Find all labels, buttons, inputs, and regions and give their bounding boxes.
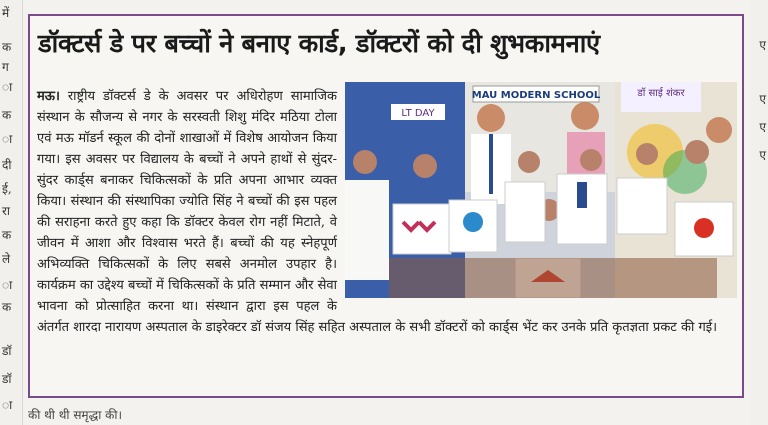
adjacent-column-left	[0, 0, 23, 425]
next-article-fragment: की थी थी समृद्धा की।	[28, 408, 122, 422]
margin-fragment: ा	[2, 132, 13, 146]
margin-fragment: ए	[759, 148, 766, 162]
margin-fragment: ा	[2, 398, 13, 412]
margin-fragment: ग	[2, 60, 9, 74]
margin-fragment: ए	[759, 120, 766, 134]
banner-text: MAU MODERN SCHOOL	[471, 90, 601, 101]
poster-text: डॉ साई शंकर	[637, 88, 685, 99]
children-with-cards-photo	[345, 82, 737, 298]
margin-fragment: दी	[2, 158, 12, 172]
article-headline: डॉक्टर्स डे पर बच्चों ने बनाए कार्ड, डॉक्टरों को दी शुभकामनाएं	[38, 29, 600, 59]
margin-fragment: क	[2, 40, 12, 54]
sign-text: LT DAY	[401, 108, 435, 119]
margin-fragment: ई,	[2, 182, 12, 196]
margin-fragment: क	[2, 228, 12, 242]
margin-fragment: ले	[2, 252, 11, 266]
article-text: राष्ट्रीय डॉक्टर्स डे के अवसर पर अधिरोहण सामाजिक संस्थान के सौजन्य से नगर के सरस्वती शिशु मंदिर मठिया टोला एवं मऊ मॉडर्न स्कूल की दोनों शाखाओं में विशेष आयोजन किया गया। इस अवसर पर विद्यालय के बच्चों ने अपने हाथों से सुंदर-सुंदर कार्ड्स बनाकर चिकित्सकों के प्रति अपना आभार व्यक्त किया। संस्थान की संस्थापिका ज्योति सिंह ने बच्चों की इस पहल की सराहना करते हुए कहा कि डॉक्टर केवल रोग नहीं मिटाते, वे जीवन में आशा और विश्वास भरते हैं। बच्चों की यह स्नेहपूर्ण अभिव्यक्ति चिकित्सकों के लिए सबसे अनमोल उपहार है। कार्यक्रम का उद्देश्य बच्चों में चिकित्सकों के प्रति सम्मान और सेवा भावना को प्रोत्साहित करना था। संस्थान द्वारा इस पहल के अंतर्गत शारदा नारायण अस्पताल के डाइरेक्टर डॉ संजय सिंह सहित अस्पताल के सभी डॉक्टरों को कार्ड्स भेंट कर उनके प्रति कृतज्ञता प्रकट की गई।	[37, 89, 718, 335]
dateline: मऊ।	[37, 89, 60, 104]
adjacent-column-right	[750, 0, 768, 425]
news-article	[28, 14, 744, 398]
margin-fragment: ए	[759, 38, 766, 52]
margin-fragment: रा	[2, 204, 11, 218]
margin-fragment: ा	[2, 80, 13, 94]
news-photo	[345, 82, 737, 298]
margin-fragment: क	[2, 108, 12, 122]
margin-fragment: में	[2, 6, 10, 20]
margin-fragment: डॉ	[2, 372, 12, 386]
margin-fragment: डॉ	[2, 344, 12, 358]
margin-fragment: ए	[759, 92, 766, 106]
margin-fragment: क	[2, 300, 12, 314]
margin-fragment: ा	[2, 278, 13, 292]
article-body	[37, 86, 737, 338]
